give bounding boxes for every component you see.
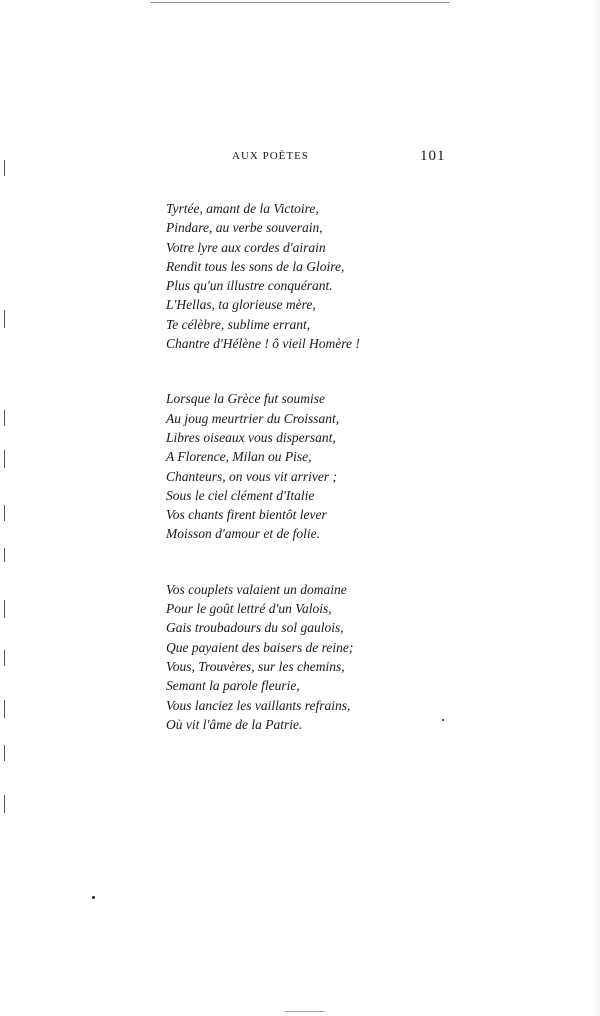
stanza	[166, 389, 496, 543]
verse-line: Gais troubadours du sol gaulois,	[166, 620, 344, 636]
verse-line: Vous lanciez les vaillants refrains,	[166, 697, 351, 713]
verse-line: L'Hellas, ta glorieuse mère,	[166, 297, 316, 313]
stanza	[166, 580, 496, 734]
verse-line: Chantre d'Hélène ! ô vieil Homère !	[166, 336, 360, 352]
verse-line: Vous, Trouvères, sur les chemins,	[166, 658, 345, 674]
verse-line: A Florence, Milan ou Pise,	[166, 449, 312, 465]
verse-line: Que payaient des baisers de reine;	[166, 639, 354, 655]
verse-line: Au joug meurtrier du Croissant,	[166, 410, 340, 426]
scan-left-mark	[4, 548, 5, 562]
verse-line: Pindare, au verbe souverain,	[166, 220, 323, 236]
scan-bottom-rule	[285, 1011, 325, 1012]
running-title: AUX POÈTES	[232, 150, 309, 162]
scan-left-mark	[4, 600, 5, 618]
scan-left-mark	[4, 505, 5, 521]
verse-line: Te célèbre, sublime errant,	[166, 316, 311, 332]
scan-left-mark	[4, 410, 5, 426]
scan-left-mark	[4, 795, 5, 813]
poem-body	[166, 199, 496, 734]
verse-line: Tyrtée, amant de la Victoire,	[166, 201, 319, 216]
scan-left-mark	[4, 745, 5, 761]
verse-line: Votre lyre aux cordes d'airain	[166, 239, 326, 255]
verse-line: Libres oiseaux vous dispersant,	[166, 429, 336, 445]
scan-left-mark	[4, 310, 5, 328]
ink-speck	[92, 896, 95, 899]
stanza	[166, 199, 496, 353]
verse-line: Vos chants firent bientôt lever	[166, 507, 327, 523]
verse-line: Chanteurs, on vous vit arriver ;	[166, 468, 337, 484]
verse-line: Où vit l'âme de la Patrie.	[166, 716, 303, 732]
scan-left-mark	[4, 450, 5, 468]
verse-line: Moisson d'amour et de folie.	[166, 526, 320, 542]
verse-line: Plus qu'un illustre conquérant.	[166, 278, 333, 294]
scan-left-mark	[4, 650, 5, 666]
page-number: 101	[420, 148, 446, 164]
scan-left-mark	[4, 700, 5, 718]
running-header	[0, 150, 600, 170]
verse-line: Lorsque la Grèce fut soumise	[166, 391, 325, 407]
verse-line: Vos couplets valaient un domaine	[166, 581, 347, 597]
verse-line: Pour le goût lettré d'un Valois,	[166, 601, 332, 617]
verse-line: Semant la parole fleurie,	[166, 678, 300, 694]
verse-line: Rendit tous les sons de la Gloire,	[166, 258, 345, 274]
verse-line: Sous le ciel clément d'Italie	[166, 487, 315, 503]
scan-top-rule	[150, 2, 450, 3]
